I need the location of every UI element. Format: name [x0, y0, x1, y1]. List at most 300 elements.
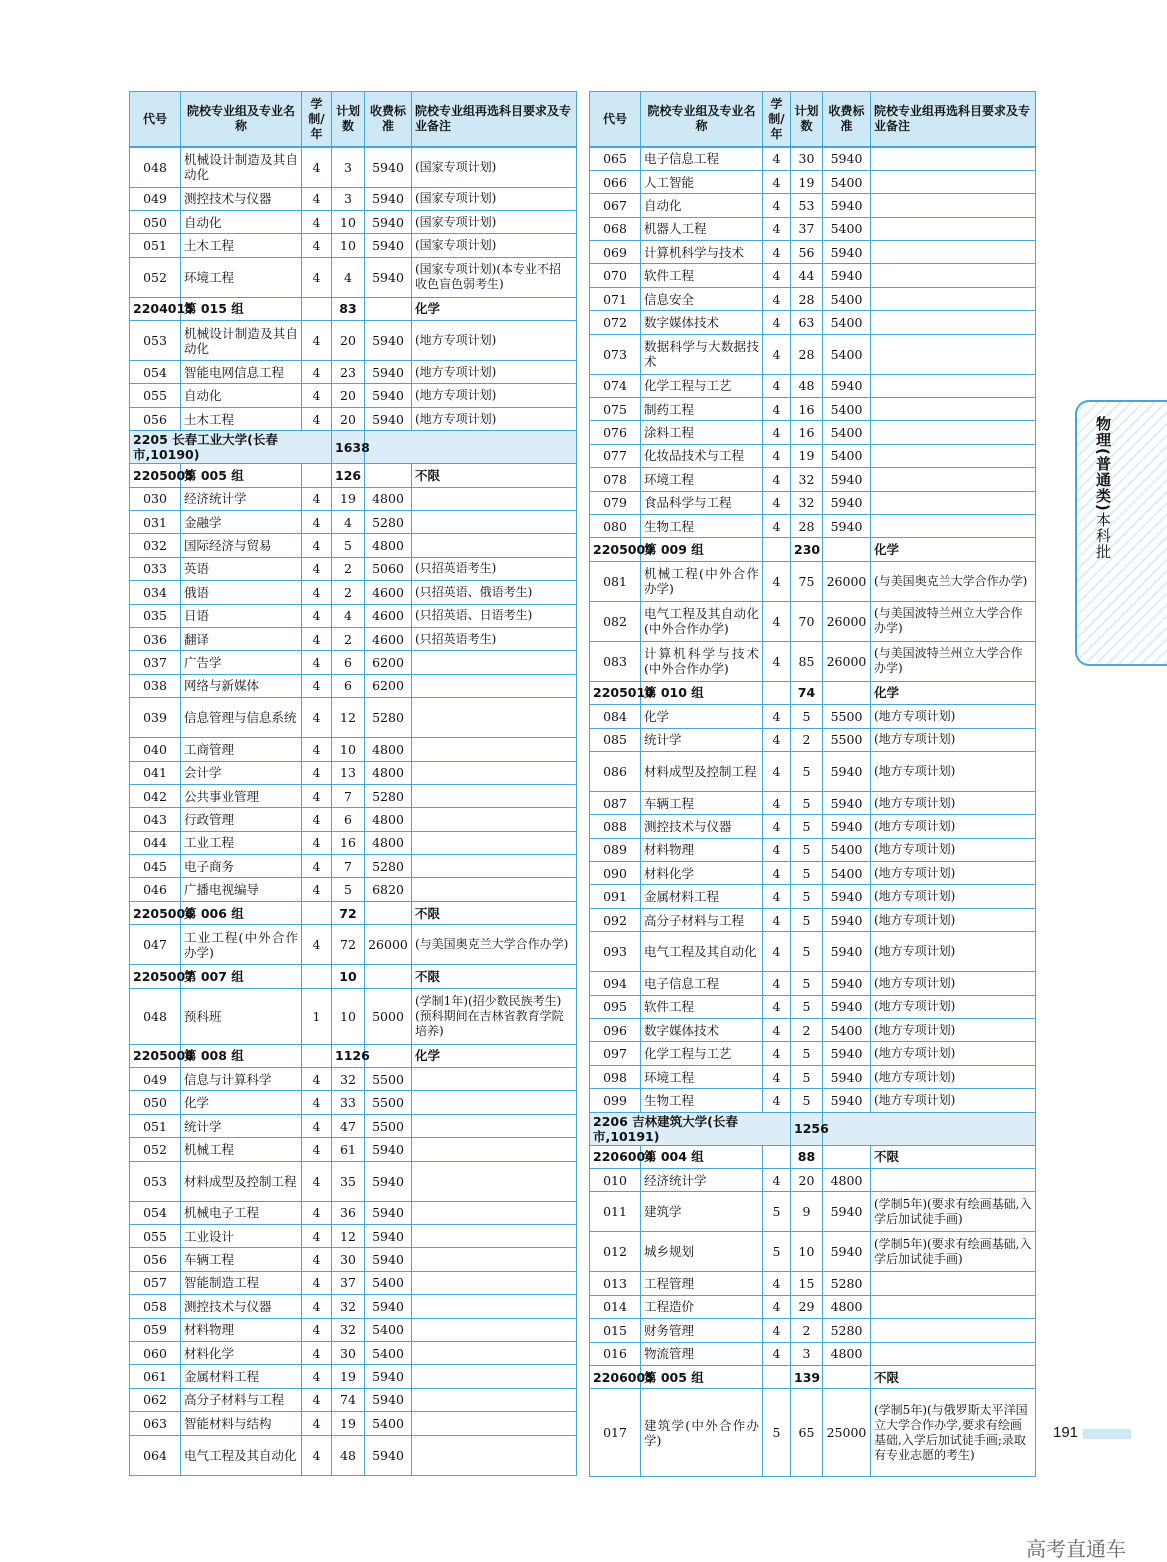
major-name: 金属材料工程: [181, 1365, 302, 1388]
major-fee: 5280: [823, 1319, 871, 1342]
table-row: [130, 511, 577, 534]
major-years: 4: [763, 374, 791, 397]
major-note: [412, 808, 577, 831]
major-code: 059: [130, 1318, 181, 1341]
major-fee: 5400: [823, 862, 871, 885]
major-code: 099: [590, 1089, 641, 1112]
major-fee: 5400: [823, 334, 871, 374]
major-name: 机械设计制造及其自动化: [181, 321, 302, 361]
table-row: [130, 651, 577, 674]
major-plan: 30: [791, 147, 823, 170]
major-years: 4: [763, 1295, 791, 1318]
major-code: 050: [130, 1091, 181, 1114]
major-fee: 5940: [823, 932, 871, 972]
major-name: 自动化: [181, 210, 302, 233]
major-note: (与美国波特兰州立大学合作办学): [871, 601, 1036, 641]
major-plan: 3: [791, 1342, 823, 1365]
group-subject-requirement: 化学: [871, 538, 1036, 561]
table-row: [130, 831, 577, 854]
major-code: 079: [590, 491, 641, 514]
major-fee: 5940: [365, 1138, 412, 1161]
major-name: 车辆工程: [181, 1248, 302, 1271]
major-name: 工程造价: [641, 1295, 763, 1318]
major-note: [412, 511, 577, 534]
empty-cell: [302, 1044, 332, 1067]
major-note: (国家专项计划): [412, 210, 577, 233]
group-code: 2205006: [130, 901, 181, 924]
major-years: 4: [763, 561, 791, 601]
major-name: 软件工程: [641, 264, 763, 287]
major-plan: 19: [332, 1412, 365, 1435]
major-code: 046: [130, 878, 181, 901]
major-note: (地方专项计划): [871, 705, 1036, 728]
table-row: [130, 234, 577, 257]
major-plan: 2: [791, 728, 823, 751]
group-code: 2205007: [130, 965, 181, 988]
table-row: [130, 1435, 577, 1475]
major-code: 054: [130, 1201, 181, 1224]
major-years: 4: [302, 407, 332, 430]
major-code: 014: [590, 1295, 641, 1318]
major-note: (学制5年)(与俄罗斯太平洋国立大学合作办学,要求有绘画基础,入学后加试徒手画;录取有专业志愿的考生): [871, 1389, 1036, 1477]
major-years: 4: [763, 1319, 791, 1342]
major-years: 4: [763, 1042, 791, 1065]
major-name: 建筑学: [641, 1192, 763, 1232]
major-name: 生物工程: [641, 514, 763, 537]
major-note: [871, 374, 1036, 397]
major-name: 材料物理: [641, 838, 763, 861]
major-code: 035: [130, 604, 181, 627]
major-fee: 5400: [823, 170, 871, 193]
major-plan: 4: [332, 257, 365, 297]
major-note: (地方专项计划): [871, 995, 1036, 1018]
major-fee: 6200: [365, 674, 412, 697]
major-years: 4: [763, 601, 791, 641]
major-name: 计算机科学与技术: [641, 241, 763, 264]
page-number-block: [1049, 1424, 1131, 1442]
major-years: 4: [763, 170, 791, 193]
major-name: 测控技术与仪器: [181, 1295, 302, 1318]
table-row: [130, 407, 577, 430]
major-plan: 32: [332, 1318, 365, 1341]
major-years: 4: [763, 264, 791, 287]
major-plan: 19: [332, 487, 365, 510]
empty-cell: [823, 538, 871, 561]
major-years: 5: [763, 1232, 791, 1272]
empty-cell: [302, 464, 332, 487]
major-fee: 5400: [365, 1412, 412, 1435]
major-plan: 16: [332, 831, 365, 854]
table-row: [590, 374, 1036, 397]
header-years: 学制/年: [302, 92, 332, 148]
table-row: [590, 194, 1036, 217]
major-name: 统计学: [181, 1114, 302, 1137]
group-code: 2205009: [590, 538, 641, 561]
group-row: [130, 901, 577, 924]
table-row: [130, 698, 577, 738]
major-code: 013: [590, 1272, 641, 1295]
major-note: (地方专项计划): [871, 972, 1036, 995]
major-code: 057: [130, 1271, 181, 1294]
major-plan: 5: [791, 815, 823, 838]
major-name: 涂料工程: [641, 421, 763, 444]
major-note: [871, 194, 1036, 217]
major-fee: 4600: [365, 627, 412, 650]
major-code: 033: [130, 557, 181, 580]
major-note: [412, 1271, 577, 1294]
major-fee: 5940: [823, 374, 871, 397]
major-note: [412, 1295, 577, 1318]
major-name: 机械电子工程: [181, 1201, 302, 1224]
major-note: (地方专项计划): [871, 838, 1036, 861]
major-fee: 26000: [823, 561, 871, 601]
page-number: 191: [1053, 1424, 1079, 1441]
major-years: 4: [302, 257, 332, 297]
major-plan: 29: [791, 1295, 823, 1318]
table-row: [130, 557, 577, 580]
major-name: 数字媒体技术: [641, 1019, 763, 1042]
major-years: 4: [763, 932, 791, 972]
major-plan: 4: [332, 511, 365, 534]
table-body-right: [590, 147, 1036, 1477]
major-code: 064: [130, 1435, 181, 1475]
major-plan: 20: [332, 407, 365, 430]
major-name: 公共事业管理: [181, 784, 302, 807]
major-fee: 4800: [365, 487, 412, 510]
major-years: 4: [302, 1225, 332, 1248]
major-name: 工业工程(中外合作办学): [181, 925, 302, 965]
major-fee: 5280: [365, 511, 412, 534]
major-fee: 5940: [365, 1435, 412, 1475]
group-plan: 126: [332, 464, 365, 487]
major-fee: 5400: [823, 838, 871, 861]
major-note: [412, 878, 577, 901]
major-fee: 5400: [823, 398, 871, 421]
major-years: 4: [302, 651, 332, 674]
major-plan: 65: [791, 1389, 823, 1477]
major-name: 软件工程: [641, 995, 763, 1018]
major-years: 4: [763, 444, 791, 467]
major-note: (只招英语、俄语考生): [412, 581, 577, 604]
major-fee: 5940: [365, 1365, 412, 1388]
major-note: [412, 534, 577, 557]
group-subject-requirement: 不限: [871, 1145, 1036, 1168]
major-code: 052: [130, 1138, 181, 1161]
empty-cell: [365, 1044, 412, 1067]
table-row: [130, 1271, 577, 1294]
major-plan: 30: [332, 1248, 365, 1271]
major-code: 043: [130, 808, 181, 831]
major-fee: 4800: [365, 831, 412, 854]
major-years: 4: [302, 808, 332, 831]
major-note: [412, 1068, 577, 1091]
table-row: [590, 311, 1036, 334]
major-name: 信息管理与信息系统: [181, 698, 302, 738]
table-row: [130, 1225, 577, 1248]
table-body-left: [130, 147, 577, 1475]
table-row: [590, 264, 1036, 287]
major-years: 4: [763, 641, 791, 681]
empty-cell: [302, 297, 332, 320]
major-years: 5: [763, 1389, 791, 1477]
major-code: 041: [130, 761, 181, 784]
major-note: (国家专项计划): [412, 147, 577, 187]
major-note: [871, 444, 1036, 467]
table-row: [590, 601, 1036, 641]
major-name: 土木工程: [181, 407, 302, 430]
side-tab-category: 物理(普通类): [1094, 416, 1112, 512]
major-plan: 85: [791, 641, 823, 681]
major-code: 016: [590, 1342, 641, 1365]
major-fee: 5940: [823, 791, 871, 814]
major-plan: 20: [791, 1169, 823, 1192]
major-years: 4: [302, 604, 332, 627]
major-note: [871, 491, 1036, 514]
major-plan: 13: [332, 761, 365, 784]
major-plan: 6: [332, 674, 365, 697]
major-code: 087: [590, 791, 641, 814]
group-name: 第 006 组: [181, 901, 302, 924]
major-note: (只招英语考生): [412, 627, 577, 650]
table-row: [590, 1042, 1036, 1065]
major-note: [412, 784, 577, 807]
major-name: 广告学: [181, 651, 302, 674]
watermark: 高考直通车: [1026, 1537, 1126, 1561]
major-plan: 20: [332, 384, 365, 407]
major-note: [412, 1365, 577, 1388]
table-row: [590, 398, 1036, 421]
major-plan: 44: [791, 264, 823, 287]
major-fee: 5940: [823, 1232, 871, 1272]
major-note: [412, 761, 577, 784]
major-note: (地方专项计划): [871, 932, 1036, 972]
major-years: 4: [763, 194, 791, 217]
major-fee: 5280: [365, 855, 412, 878]
major-plan: 19: [791, 444, 823, 467]
admission-table-right: [589, 91, 1036, 1477]
major-code: 090: [590, 862, 641, 885]
table-row: [590, 1272, 1036, 1295]
major-code: 069: [590, 241, 641, 264]
table-row: [130, 1161, 577, 1201]
major-note: (地方专项计划): [871, 1089, 1036, 1112]
major-plan: 10: [332, 988, 365, 1044]
major-note: [871, 398, 1036, 421]
major-name: 人工智能: [641, 170, 763, 193]
major-name: 广播电视编导: [181, 878, 302, 901]
university-plan: 1256: [791, 1112, 823, 1145]
major-plan: 5: [791, 838, 823, 861]
major-fee: 5940: [365, 210, 412, 233]
empty-cell: [365, 431, 577, 464]
table-row: [590, 728, 1036, 751]
major-years: 4: [763, 311, 791, 334]
major-code: 095: [590, 995, 641, 1018]
major-plan: 10: [332, 738, 365, 761]
major-plan: 5: [791, 1065, 823, 1088]
table-row: [590, 908, 1036, 931]
major-note: [871, 147, 1036, 170]
major-note: [412, 1318, 577, 1341]
major-code: 063: [130, 1412, 181, 1435]
major-note: [871, 217, 1036, 240]
major-code: 045: [130, 855, 181, 878]
major-plan: 5: [791, 791, 823, 814]
major-name: 化学工程与工艺: [641, 1042, 763, 1065]
table-row: [130, 878, 577, 901]
major-plan: 56: [791, 241, 823, 264]
major-plan: 75: [791, 561, 823, 601]
major-years: 4: [302, 1295, 332, 1318]
major-plan: 16: [791, 398, 823, 421]
major-fee: 4600: [365, 604, 412, 627]
major-name: 翻译: [181, 627, 302, 650]
table-row: [130, 1091, 577, 1114]
major-fee: 25000: [823, 1389, 871, 1477]
major-name: 测控技术与仪器: [641, 815, 763, 838]
major-years: 4: [763, 1342, 791, 1365]
major-name: 高分子材料与工程: [181, 1388, 302, 1411]
major-name: 车辆工程: [641, 791, 763, 814]
major-name: 环境工程: [181, 257, 302, 297]
table-row: [590, 1019, 1036, 1042]
major-fee: 5940: [365, 187, 412, 210]
group-name: 第 005 组: [641, 1365, 763, 1388]
major-fee: 5940: [823, 751, 871, 791]
group-row: [590, 538, 1036, 561]
major-years: 4: [302, 361, 332, 384]
major-name: 材料化学: [641, 862, 763, 885]
major-name: 建筑学(中外合作办学): [641, 1389, 763, 1477]
table-row: [130, 1388, 577, 1411]
table-row: [130, 1365, 577, 1388]
major-fee: 5940: [823, 995, 871, 1018]
group-name: 第 009 组: [641, 538, 763, 561]
major-years: 4: [763, 728, 791, 751]
major-name: 会计学: [181, 761, 302, 784]
major-code: 056: [130, 1248, 181, 1271]
major-code: 075: [590, 398, 641, 421]
major-name: 制药工程: [641, 398, 763, 421]
table-row: [130, 1341, 577, 1364]
major-years: 5: [763, 1192, 791, 1232]
group-code: 2205010: [590, 681, 641, 704]
major-years: 4: [763, 147, 791, 170]
major-fee: 4800: [365, 761, 412, 784]
group-code: 2205008: [130, 1044, 181, 1067]
major-plan: 5: [332, 878, 365, 901]
group-row: [130, 297, 577, 320]
major-years: 4: [302, 1091, 332, 1114]
major-years: 4: [302, 1318, 332, 1341]
major-note: (与美国奥克兰大学合作办学): [871, 561, 1036, 601]
major-name: 智能材料与结构: [181, 1412, 302, 1435]
major-name: 经济统计学: [181, 487, 302, 510]
major-plan: 10: [332, 234, 365, 257]
group-name: 第 005 组: [181, 464, 302, 487]
major-note: [412, 1138, 577, 1161]
major-code: 065: [590, 147, 641, 170]
table-row: [130, 604, 577, 627]
table-row: [130, 808, 577, 831]
major-plan: 2: [791, 1019, 823, 1042]
major-note: (国家专项计划): [412, 187, 577, 210]
major-note: [412, 1412, 577, 1435]
major-code: 082: [590, 601, 641, 641]
major-years: 4: [763, 334, 791, 374]
major-years: 4: [763, 751, 791, 791]
major-code: 010: [590, 1169, 641, 1192]
table-row: [130, 210, 577, 233]
major-code: 048: [130, 988, 181, 1044]
major-plan: 72: [332, 925, 365, 965]
empty-cell: [763, 1145, 791, 1168]
major-code: 092: [590, 908, 641, 931]
major-plan: 15: [791, 1272, 823, 1295]
table-row: [590, 1342, 1036, 1365]
major-code: 054: [130, 361, 181, 384]
major-years: 4: [302, 761, 332, 784]
major-code: 052: [130, 257, 181, 297]
group-subject-requirement: 化学: [412, 297, 577, 320]
major-plan: 3: [332, 187, 365, 210]
major-note: [412, 1091, 577, 1114]
major-note: [871, 468, 1036, 491]
major-code: 038: [130, 674, 181, 697]
major-note: [412, 698, 577, 738]
group-code: 2204015: [130, 297, 181, 320]
major-code: 073: [590, 334, 641, 374]
major-code: 053: [130, 1161, 181, 1201]
major-note: [871, 241, 1036, 264]
major-years: 4: [763, 885, 791, 908]
major-years: 4: [302, 878, 332, 901]
major-plan: 28: [791, 287, 823, 310]
empty-cell: [365, 965, 412, 988]
major-plan: 5: [791, 932, 823, 972]
major-years: 4: [302, 1201, 332, 1224]
group-subject-requirement: 不限: [412, 464, 577, 487]
major-fee: 5500: [365, 1068, 412, 1091]
major-plan: 48: [332, 1435, 365, 1475]
table-row: [590, 751, 1036, 791]
major-plan: 9: [791, 1192, 823, 1232]
major-code: 032: [130, 534, 181, 557]
major-name: 高分子材料与工程: [641, 908, 763, 931]
major-years: 4: [302, 234, 332, 257]
major-years: 4: [763, 491, 791, 514]
major-note: [412, 738, 577, 761]
group-name: 第 007 组: [181, 965, 302, 988]
major-years: 4: [302, 698, 332, 738]
major-years: 4: [763, 838, 791, 861]
major-name: 材料成型及控制工程: [181, 1161, 302, 1201]
table-row: [130, 784, 577, 807]
group-row: [130, 1044, 577, 1067]
major-fee: 5940: [823, 147, 871, 170]
table-row: [130, 257, 577, 297]
major-code: 085: [590, 728, 641, 751]
major-code: 066: [590, 170, 641, 193]
group-row: [130, 965, 577, 988]
major-fee: 5940: [823, 1042, 871, 1065]
major-fee: 4800: [365, 738, 412, 761]
table-row: [590, 1192, 1036, 1232]
major-code: 083: [590, 641, 641, 681]
major-plan: 2: [332, 581, 365, 604]
empty-cell: [763, 538, 791, 561]
major-name: 材料化学: [181, 1341, 302, 1364]
